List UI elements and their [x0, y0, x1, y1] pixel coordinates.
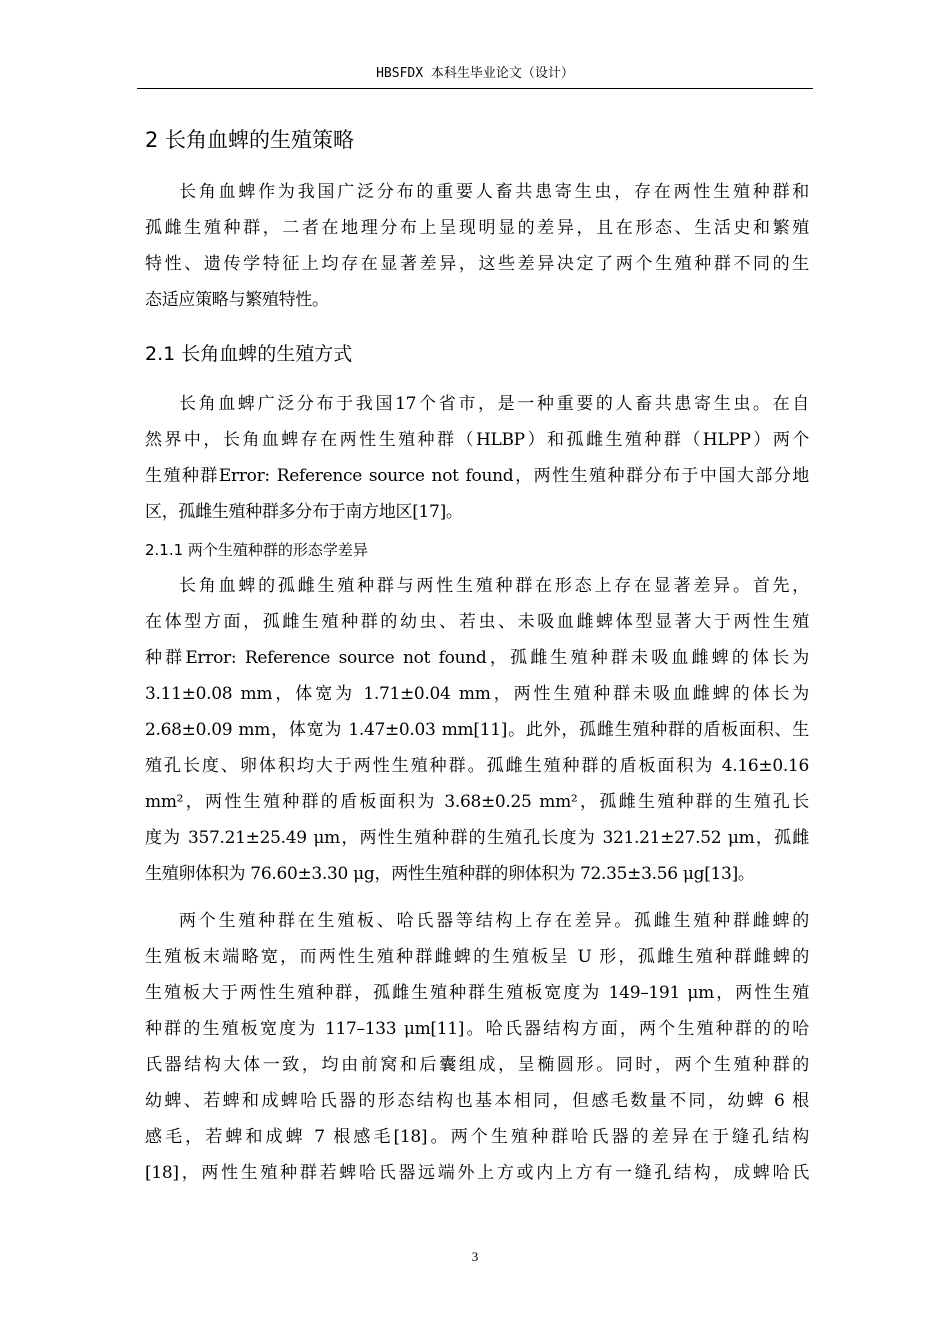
paragraph-line: 生殖种群Error: Reference source not found，两性生殖种群分布于中国大部分地 — [145, 466, 809, 486]
paragraph-line: 然界中，长角血蜱存在两性生殖种群（HLBP）和孤雌生殖种群（HLPP）两个 — [145, 430, 809, 450]
paragraph-4 — [145, 903, 809, 1191]
paragraph-line: 态适应策略与繁殖特性。 — [145, 290, 329, 310]
paragraph-line: 区，孤雌生殖种群多分布于南方地区[17]。 — [145, 502, 463, 522]
section-heading: 2 长角血蜱的生殖策略 — [145, 128, 355, 152]
paragraph-line: 特性、遗传学特征上均存在显著差异，这些差异决定了两个生殖种群不同的生 — [145, 254, 809, 274]
paragraph-line: 种群Error: Reference source not found，孤雌生殖种群未吸血雌蜱的体长为 — [145, 648, 809, 668]
paragraph-line: [18]，两性生殖种群若蜱哈氏器远端外上方或内上方有一缝孔结构，成蜱哈氏 — [145, 1163, 809, 1183]
paragraph-line: 种群的生殖板宽度为 117–133 μm[11]。哈氏器结构方面，两个生殖种群的的哈 — [145, 1019, 809, 1039]
paragraph-line: 度为 357.21±25.49 μm，两性生殖种群的生殖孔长度为 321.21±27.52 μm，孤雌 — [145, 828, 809, 848]
paragraph-2 — [145, 386, 809, 530]
paragraph-line: 氏器结构大体一致，均由前窝和后囊组成，呈椭圆形。同时，两个生殖种群的 — [145, 1055, 809, 1075]
paragraph-1 — [145, 174, 809, 318]
paragraph-line: 长角血蜱作为我国广泛分布的重要人畜共患寄生虫，存在两性生殖种群和 — [179, 182, 809, 202]
paragraph-line: 长角血蜱广泛分布于我国17个省市，是一种重要的人畜共患寄生虫。在自 — [179, 394, 809, 414]
paragraph-line: 两个生殖种群在生殖板、哈氏器等结构上存在差异。孤雌生殖种群雌蜱的 — [179, 911, 809, 931]
paragraph-line: 殖孔长度、卵体积均大于两性生殖种群。孤雌生殖种群的盾板面积为 4.16±0.16 — [145, 756, 809, 776]
page-number: 3 — [471, 1249, 479, 1264]
paragraph-line: 生殖卵体积为 76.60±3.30 μg，两性生殖种群的卵体积为 72.35±3.56 μg[13]。 — [145, 864, 755, 884]
subsection-heading: 2.1 长角血蜱的生殖方式 — [145, 343, 353, 365]
paragraph-line: 孤雌生殖种群，二者在地理分布上呈现明显的差异，且在形态、生活史和繁殖 — [145, 218, 809, 238]
paragraph-line: 感毛，若蜱和成蜱 7 根感毛[18]。两个生殖种群哈氏器的差异在于缝孔结构 — [145, 1127, 809, 1147]
paragraph-line: 幼蜱、若蜱和成蜱哈氏器的形态结构也基本相同，但感毛数量不同，幼蜱 6 根 — [145, 1091, 809, 1111]
paragraph-line: mm²，两性生殖种群的盾板面积为 3.68±0.25 mm²，孤雌生殖种群的生殖孔长 — [145, 792, 809, 812]
paragraph-line: 长角血蜱的孤雌生殖种群与两性生殖种群在形态上存在显著差异。首先， — [179, 576, 809, 596]
paragraph-3 — [145, 568, 809, 892]
running-header: HBSFDX 本科生毕业论文（设计） — [137, 64, 813, 89]
subsubsection-heading: 2.1.1 两个生殖种群的形态学差异 — [145, 541, 368, 559]
paragraph-line: 在体型方面，孤雌生殖种群的幼虫、若虫、未吸血雌蜱体型显著大于两性生殖 — [145, 612, 809, 632]
paragraph-line: 生殖板末端略宽，而两性生殖种群雌蜱的生殖板呈 U 形，孤雌生殖种群雌蜱的 — [145, 947, 809, 967]
paragraph-line: 生殖板大于两性生殖种群，孤雌生殖种群生殖板宽度为 149–191 μm，两性生殖 — [145, 983, 809, 1003]
paragraph-line: 3.11±0.08 mm，体宽为 1.71±0.04 mm，两性生殖种群未吸血雌蜱的体长为 — [145, 684, 809, 704]
paragraph-line: 2.68±0.09 mm，体宽为 1.47±0.03 mm[11]。此外，孤雌生殖种群的盾板面积、生 — [145, 720, 809, 740]
